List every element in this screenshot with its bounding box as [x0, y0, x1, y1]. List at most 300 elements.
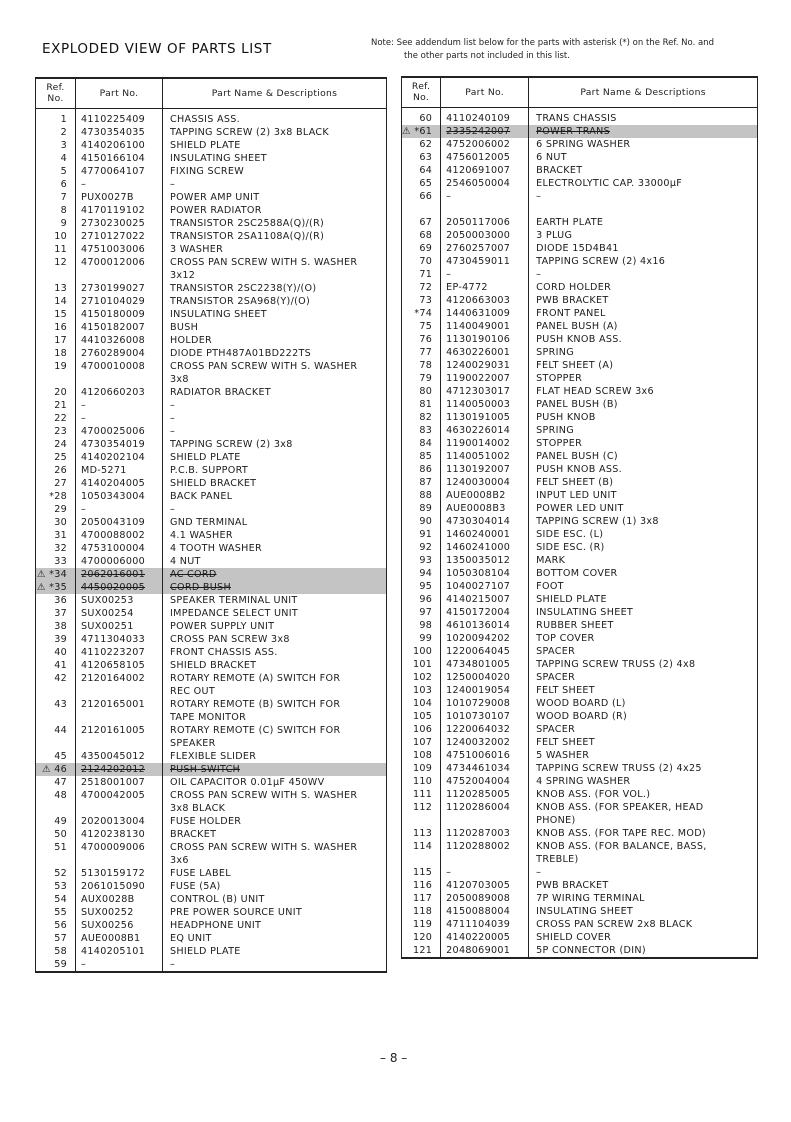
part-number-cell: 4734801005 [441, 658, 529, 671]
part-number-cell: 4730304014 [441, 515, 529, 528]
table-row [36, 204, 387, 217]
part-number-cell: SUX00256 [76, 919, 163, 932]
description-cell: SPRING [536, 424, 574, 436]
description-cell: – [170, 178, 176, 190]
part-number-cell: 1140049001 [441, 320, 529, 333]
ref-cell: 27 [36, 477, 76, 490]
ref-cell: 44 [36, 724, 76, 737]
part-number-cell: SUX00252 [76, 906, 163, 919]
ref-cell: 97 [402, 606, 441, 619]
description-cell: FRONT PANEL [536, 307, 606, 319]
description-cell: INSULATING SHEET [536, 905, 634, 917]
description-cell: – [536, 268, 542, 280]
ref-cell: 94 [402, 567, 441, 580]
ref-cell: 18 [36, 347, 76, 360]
part-number-cell: 2730199027 [76, 282, 163, 295]
part-number-cell: 1140050003 [441, 398, 529, 411]
header-description: Part Name & Descriptions [163, 78, 387, 108]
part-number-cell: 1240029031 [441, 359, 529, 372]
part-number-cell [76, 802, 163, 815]
description-cell: POWER AMP UNIT [170, 191, 260, 203]
description-cell: 3x8 BLACK [170, 802, 226, 814]
description-cell: CROSS PAN SCREW 3x8 [170, 633, 290, 645]
part-number-cell: 2120165001 [76, 698, 163, 711]
table-row [36, 464, 387, 477]
description-cell: SPACER [536, 671, 576, 683]
description-cell: STOPPER [536, 437, 583, 449]
description-cell: PWB BRACKET [536, 879, 609, 891]
ref-cell: 29 [36, 503, 76, 516]
part-number-cell: AUE0008B3 [441, 502, 529, 515]
description-cell: SHIELD BRACKET [170, 477, 257, 489]
ref-cell: 2 [36, 126, 76, 139]
ref-cell: 55 [36, 906, 76, 919]
description-cell: CORD HOLDER [536, 281, 612, 293]
description-cell: TREBLE) [536, 853, 579, 865]
description-cell: POWER SUPPLY UNIT [170, 620, 275, 632]
description-cell: SIDE ESC. (L) [536, 528, 604, 540]
table-row [402, 164, 758, 177]
part-number-cell: 2020013004 [76, 815, 163, 828]
ref-cell: 93 [402, 554, 441, 567]
table-row [36, 880, 387, 893]
part-number-cell: 4700010008 [76, 360, 163, 373]
ref-cell: 83 [402, 424, 441, 437]
ref-cell: 31 [36, 529, 76, 542]
table-row [36, 620, 387, 633]
description-cell: DIODE 15D4B41 [536, 242, 619, 254]
table-row [402, 684, 758, 697]
part-number-cell: SUX00254 [76, 607, 163, 620]
table-row [402, 229, 758, 242]
description-cell: CHASSIS ASS. [170, 113, 241, 125]
description-cell: BACK PANEL [170, 490, 233, 502]
table-row [36, 243, 387, 256]
ref-cell: 92 [402, 541, 441, 554]
table-row [36, 477, 387, 490]
part-number-cell: 4756012005 [441, 151, 529, 164]
description-cell: 5 WASHER [536, 749, 590, 761]
description-cell: TRANSISTOR 2SA968(Y)/(O) [170, 295, 311, 307]
part-number-cell: 1120288002 [441, 840, 529, 853]
ref-cell: 87 [402, 476, 441, 489]
part-number-cell: 4120658105 [76, 659, 163, 672]
ref-cell: 38 [36, 620, 76, 633]
table-row [402, 645, 758, 658]
ref-cell: 100 [402, 645, 441, 658]
part-number-cell: 4700025006 [76, 425, 163, 438]
ref-cell: 121 [402, 944, 441, 958]
description-cell: KNOB ASS. (FOR VOL.) [536, 788, 651, 800]
table-row [402, 593, 758, 606]
ref-cell: 58 [36, 945, 76, 958]
part-number-cell: 1050343004 [76, 490, 163, 503]
description-cell: POWER RADIATOR [170, 204, 262, 216]
ref-cell: 118 [402, 905, 441, 918]
part-number-cell: 4150180009 [76, 308, 163, 321]
part-number-cell: – [76, 958, 163, 972]
description-cell: SIDE ESC. (R) [536, 541, 605, 553]
table-row [402, 372, 758, 385]
part-number-cell: SUX00253 [76, 594, 163, 607]
part-number-cell [76, 737, 163, 750]
table-row [402, 107, 758, 125]
part-number-cell: 4140206100 [76, 139, 163, 152]
table-row [402, 775, 758, 788]
part-number-cell: – [76, 503, 163, 516]
part-number-cell: 1240019054 [441, 684, 529, 697]
part-number-cell: 4110225409 [76, 108, 163, 126]
part-number-cell: 4150088004 [441, 905, 529, 918]
description-cell: SPACER [536, 645, 576, 657]
table-row [402, 762, 758, 775]
header-description: Part Name & Descriptions [529, 77, 758, 107]
part-number-cell: 4450020005 [76, 581, 163, 594]
table-row [402, 710, 758, 723]
table-row [402, 827, 758, 840]
description-cell: PRE POWER SOURCE UNIT [170, 906, 303, 918]
part-number-cell: 1440631009 [441, 307, 529, 320]
table-row [36, 503, 387, 516]
description-cell: PHONE) [536, 814, 576, 826]
ref-cell: 50 [36, 828, 76, 841]
table-row [402, 736, 758, 749]
ref-cell: 95 [402, 580, 441, 593]
ref-cell: 53 [36, 880, 76, 893]
ref-cell: 48 [36, 789, 76, 802]
description-cell: FELT SHEET (B) [536, 476, 614, 488]
note-line-2: the other parts not included in this list. [404, 51, 570, 61]
table-row [36, 165, 387, 178]
part-number-cell: MD-5271 [76, 464, 163, 477]
ref-cell: 56 [36, 919, 76, 932]
part-number-cell: 1460240001 [441, 528, 529, 541]
table-row [36, 633, 387, 646]
table-row [36, 581, 387, 594]
part-number-cell: 1220064032 [441, 723, 529, 736]
ref-cell: ⚠ *34 [36, 568, 76, 581]
ref-cell: 39 [36, 633, 76, 646]
ref-cell: ⚠ *61 [402, 125, 441, 138]
table-row [402, 320, 758, 333]
part-number-cell: 4734461034 [441, 762, 529, 775]
table-row [36, 737, 387, 750]
part-number-cell: 2061015090 [76, 880, 163, 893]
part-number-cell: 1120285005 [441, 788, 529, 801]
ref-cell: 14 [36, 295, 76, 308]
part-number-cell: 1250004020 [441, 671, 529, 684]
ref-cell: 20 [36, 386, 76, 399]
part-number-cell: – [441, 190, 529, 203]
part-number-cell: – [441, 866, 529, 879]
ref-cell: 106 [402, 723, 441, 736]
ref-cell: 69 [402, 242, 441, 255]
part-number-cell: 1190022007 [441, 372, 529, 385]
part-number-cell: – [441, 268, 529, 281]
table-row [36, 386, 387, 399]
description-cell: TRANSISTOR 2SC2238(Y)/(O) [170, 282, 317, 294]
table-row [402, 515, 758, 528]
description-cell: CROSS PAN SCREW WITH S. WASHER [170, 256, 358, 268]
part-number-cell: 4700009006 [76, 841, 163, 854]
part-number-cell: PUX0027B [76, 191, 163, 204]
part-number-cell: 2710104029 [76, 295, 163, 308]
table-row [36, 594, 387, 607]
table-row [402, 476, 758, 489]
part-number-cell: 4711304033 [76, 633, 163, 646]
part-number-cell: 1140051002 [441, 450, 529, 463]
table-row [402, 424, 758, 437]
ref-cell: 90 [402, 515, 441, 528]
ref-cell [36, 737, 76, 750]
description-cell: FUSE HOLDER [170, 815, 242, 827]
ref-cell: 85 [402, 450, 441, 463]
table-row [402, 840, 758, 853]
ref-cell: 64 [402, 164, 441, 177]
part-number-cell: 2710127022 [76, 230, 163, 243]
ref-cell: 57 [36, 932, 76, 945]
table-row [36, 711, 387, 724]
part-number-cell: 2120164002 [76, 672, 163, 685]
description-cell: CROSS PAN SCREW WITH S. WASHER [170, 789, 358, 801]
description-cell: TAPPING SCREW (2) 3x8 BLACK [170, 126, 329, 138]
ref-cell [36, 802, 76, 815]
page-number: – 8 – [380, 1051, 408, 1065]
description-cell [529, 203, 758, 216]
ref-cell: 76 [402, 333, 441, 346]
table-row [402, 216, 758, 229]
parts-table-right [401, 76, 758, 959]
description-cell: FELT SHEET [536, 684, 595, 696]
part-number-cell: 4700042005 [76, 789, 163, 802]
part-number-cell: 2050089008 [441, 892, 529, 905]
ref-cell: 101 [402, 658, 441, 671]
ref-cell: 7 [36, 191, 76, 204]
table-row [36, 789, 387, 802]
description-cell: DIODE PTH487A01BD222TS [170, 347, 312, 359]
ref-cell [402, 203, 441, 216]
table-row [402, 606, 758, 619]
description-cell: 5P CONNECTOR (DIN) [536, 944, 646, 956]
ref-cell: 120 [402, 931, 441, 944]
ref-cell: 15 [36, 308, 76, 321]
table-row [402, 502, 758, 515]
description-cell: SPEAKER [170, 737, 216, 749]
part-number-cell: 4630226014 [441, 424, 529, 437]
ref-cell: 54 [36, 893, 76, 906]
description-cell: PUSH KNOB ASS. [536, 333, 622, 345]
table-row [36, 724, 387, 737]
part-number-cell [441, 814, 529, 827]
description-cell: FRONT CHASSIS ASS. [170, 646, 278, 658]
description-cell: SHIELD BRACKET [170, 659, 257, 671]
part-number-cell: – [76, 178, 163, 191]
description-cell: FELT SHEET (A) [536, 359, 614, 371]
description-cell: TOP COVER [536, 632, 595, 644]
table-row [402, 411, 758, 424]
description-cell: KNOB ASS. (FOR SPEAKER, HEAD [536, 801, 704, 813]
ref-cell: 113 [402, 827, 441, 840]
description-cell: EQ UNIT [170, 932, 212, 944]
description-cell: POWER TRANS [529, 125, 758, 138]
part-number-cell: 4150172004 [441, 606, 529, 619]
table-row [402, 749, 758, 762]
ref-cell: 77 [402, 346, 441, 359]
table-row [36, 152, 387, 165]
description-cell: TAPE MONITOR [170, 711, 247, 723]
ref-cell: 42 [36, 672, 76, 685]
ref-cell: 12 [36, 256, 76, 269]
table-row [36, 178, 387, 191]
ref-cell: 78 [402, 359, 441, 372]
table-row [402, 918, 758, 931]
part-number-cell: SUX00251 [76, 620, 163, 633]
ref-cell: 66 [402, 190, 441, 203]
table-row [402, 281, 758, 294]
part-number-cell: 1240030004 [441, 476, 529, 489]
description-cell: 4 TOOTH WASHER [170, 542, 262, 554]
description-cell: – [536, 190, 542, 202]
table-row [402, 580, 758, 593]
description-cell: INSULATING SHEET [536, 606, 634, 618]
description-cell: TRANSISTOR 2SC2588A(Q)/(R) [170, 217, 325, 229]
description-cell: 4 SPRING WASHER [536, 775, 631, 787]
part-number-cell: 4752006002 [441, 138, 529, 151]
ref-cell: 9 [36, 217, 76, 230]
table-row [402, 866, 758, 879]
description-cell: TAPPING SCREW (2) 3x8 [170, 438, 293, 450]
part-number-cell: 1050308104 [441, 567, 529, 580]
ref-cell: 96 [402, 593, 441, 606]
table-row [402, 632, 758, 645]
ref-cell: 112 [402, 801, 441, 814]
table-row [36, 542, 387, 555]
description-cell: – [536, 866, 542, 878]
description-cell: SHIELD PLATE [170, 945, 241, 957]
part-number-cell: 4120691007 [441, 164, 529, 177]
ref-cell: 52 [36, 867, 76, 880]
ref-cell: 10 [36, 230, 76, 243]
ref-cell: 6 [36, 178, 76, 191]
ref-cell: 60 [402, 107, 441, 125]
part-number-cell: 4752004004 [441, 775, 529, 788]
ref-cell: 43 [36, 698, 76, 711]
description-cell: TAPPING SCREW (2) 4x16 [536, 255, 666, 267]
description-cell: – [170, 958, 176, 970]
ref-cell: 47 [36, 776, 76, 789]
part-number-cell: 4140220005 [441, 931, 529, 944]
table-row [402, 307, 758, 320]
table-row [36, 841, 387, 854]
ref-cell: 40 [36, 646, 76, 659]
ref-cell: 62 [402, 138, 441, 151]
part-number-cell: 1120286004 [441, 801, 529, 814]
part-number-cell: 1120287003 [441, 827, 529, 840]
part-number-cell: AUE0008B1 [76, 932, 163, 945]
ref-cell: 25 [36, 451, 76, 464]
description-cell: ELECTROLYTIC CAP. 33000μF [536, 177, 683, 189]
description-cell: IMPEDANCE SELECT UNIT [170, 607, 299, 619]
ref-cell: 102 [402, 671, 441, 684]
ref-cell: 67 [402, 216, 441, 229]
description-cell: FIXING SCREW [170, 165, 245, 177]
ref-cell: 37 [36, 607, 76, 620]
part-number-cell: 4711104039 [441, 918, 529, 931]
description-cell: 6 NUT [536, 151, 567, 163]
part-number-cell: 1130192007 [441, 463, 529, 476]
description-cell: PANEL BUSH (A) [536, 320, 618, 332]
table-row [36, 360, 387, 373]
part-number-cell: 4120703005 [441, 879, 529, 892]
part-number-cell: 2760257007 [441, 242, 529, 255]
table-row [402, 723, 758, 736]
description-cell: INSULATING SHEET [170, 308, 267, 320]
ref-cell: ⚠ *35 [36, 581, 76, 594]
ref-cell: 71 [402, 268, 441, 281]
table-row [36, 958, 387, 972]
part-number-cell: 1040027107 [441, 580, 529, 593]
part-number-cell: 4730459011 [441, 255, 529, 268]
part-number-cell: 4712303017 [441, 385, 529, 398]
description-cell: 4.1 WASHER [170, 529, 233, 541]
table-row [36, 269, 387, 282]
description-cell: – [170, 503, 176, 515]
table-row [36, 776, 387, 789]
ref-cell: 81 [402, 398, 441, 411]
ref-cell: 75 [402, 320, 441, 333]
table-row [402, 671, 758, 684]
description-cell: WOOD BOARD (L) [536, 697, 626, 709]
description-cell: POWER LED UNIT [536, 502, 624, 514]
table-row [402, 268, 758, 281]
table-row [36, 321, 387, 334]
description-cell: 4 NUT [170, 555, 201, 567]
table-row [36, 139, 387, 152]
table-row [36, 308, 387, 321]
ref-cell: 98 [402, 619, 441, 632]
description-cell: HEADPHONE UNIT [170, 919, 262, 931]
part-number-cell [76, 373, 163, 386]
part-number-cell: 4150182007 [76, 321, 163, 334]
part-number-cell: 4751006016 [441, 749, 529, 762]
table-row [36, 698, 387, 711]
part-number-cell: 4630226001 [441, 346, 529, 359]
table-row [36, 451, 387, 464]
description-cell: FLEXIBLE SLIDER [170, 750, 257, 762]
table-row [402, 190, 758, 203]
table-row [402, 255, 758, 268]
description-cell: PUSH KNOB [536, 411, 596, 423]
description-cell: SHIELD COVER [536, 931, 612, 943]
part-number-cell: 2050043109 [76, 516, 163, 529]
part-number-cell: – [76, 399, 163, 412]
ref-cell: 17 [36, 334, 76, 347]
description-cell: KNOB ASS. (FOR BALANCE, BASS, [536, 840, 707, 852]
table-row [402, 619, 758, 632]
ref-cell [402, 853, 441, 866]
table-row [36, 108, 387, 126]
ref-cell: 70 [402, 255, 441, 268]
description-cell: FELT SHEET [536, 736, 595, 748]
ref-cell [36, 711, 76, 724]
table-row [402, 346, 758, 359]
table-row [36, 256, 387, 269]
part-number-cell: 2335242007 [441, 125, 529, 138]
ref-cell: 3 [36, 139, 76, 152]
description-cell: SHIELD PLATE [170, 139, 241, 151]
description-cell: 3x6 [170, 854, 189, 866]
description-cell: – [170, 412, 176, 424]
